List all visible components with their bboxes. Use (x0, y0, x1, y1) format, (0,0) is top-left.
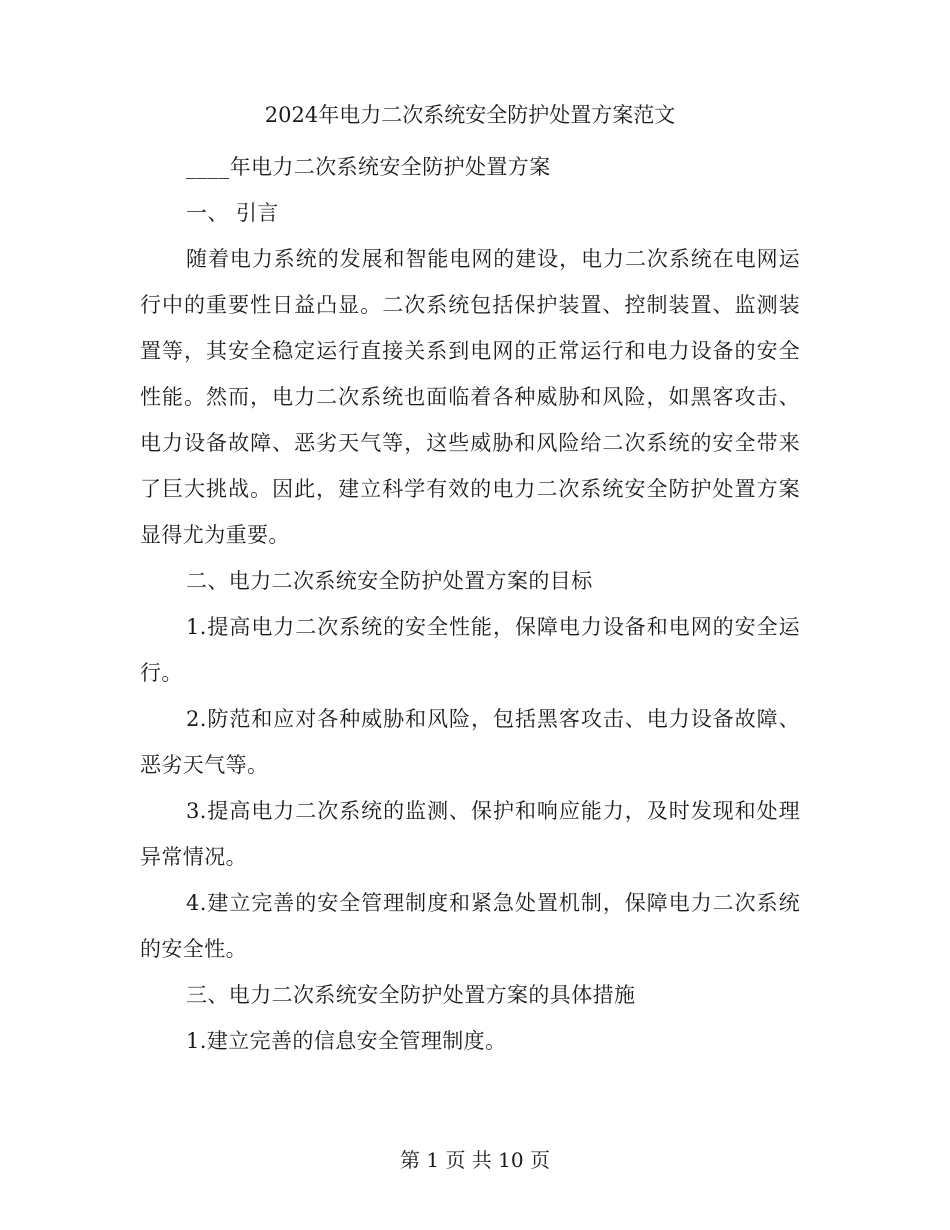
footer-suffix: 页 (529, 1148, 550, 1172)
section-3-item: 1.建立完善的信息安全管理制度。 (186, 1029, 507, 1053)
document-subtitle: ____年电力二次系统安全防护处置方案 (186, 155, 551, 179)
section-1-heading: 一、 引言 (186, 201, 279, 225)
footer-page-number: 1 (426, 1148, 440, 1172)
section-2-item: 3.提高电力二次系统的监测、保护和响应能力，及时发现和处理异常情况。 (140, 799, 800, 869)
section-2-item: 4.建立完善的安全管理制度和紧急处置机制，保障电力二次系统的安全性。 (140, 891, 800, 961)
section-2-item: 1.提高电力二次系统的安全性能，保障电力设备和电网的安全运行。 (140, 615, 800, 685)
section-3-heading: 三、电力二次系统安全防护处置方案的具体措施 (186, 983, 636, 1007)
document-body (140, 100, 800, 1064)
footer-total-pages: 10 (498, 1148, 524, 1172)
footer-middle: 页 共 (445, 1148, 492, 1172)
section-1-paragraph: 随着电力系统的发展和智能电网的建设，电力二次系统在电网运行中的重要性日益凸显。二次系统包括保护装置、控制装置、监测装置等，其安全稳定运行直接关系到电网的正常运行和电力设备的安全性能。然而，电力二次系统也面临着各种威胁和风险，如黑客攻击、电力设备故障、恶劣天气等，这些威胁和风险给二次系统的安全带来了巨大挑战。因此，建立科学有效的电力二次系统安全防护处置方案显得尤为重要。 (140, 247, 800, 547)
footer-prefix: 第 (400, 1148, 420, 1172)
page-footer (0, 1146, 950, 1174)
section-2-heading: 二、电力二次系统安全防护处置方案的目标 (186, 569, 593, 593)
document-title: 2024年电力二次系统安全防护处置方案范文 (264, 103, 676, 127)
section-2-item: 2.防范和应对各种威胁和风险，包括黑客攻击、电力设备故障、恶劣天气等。 (140, 707, 800, 777)
